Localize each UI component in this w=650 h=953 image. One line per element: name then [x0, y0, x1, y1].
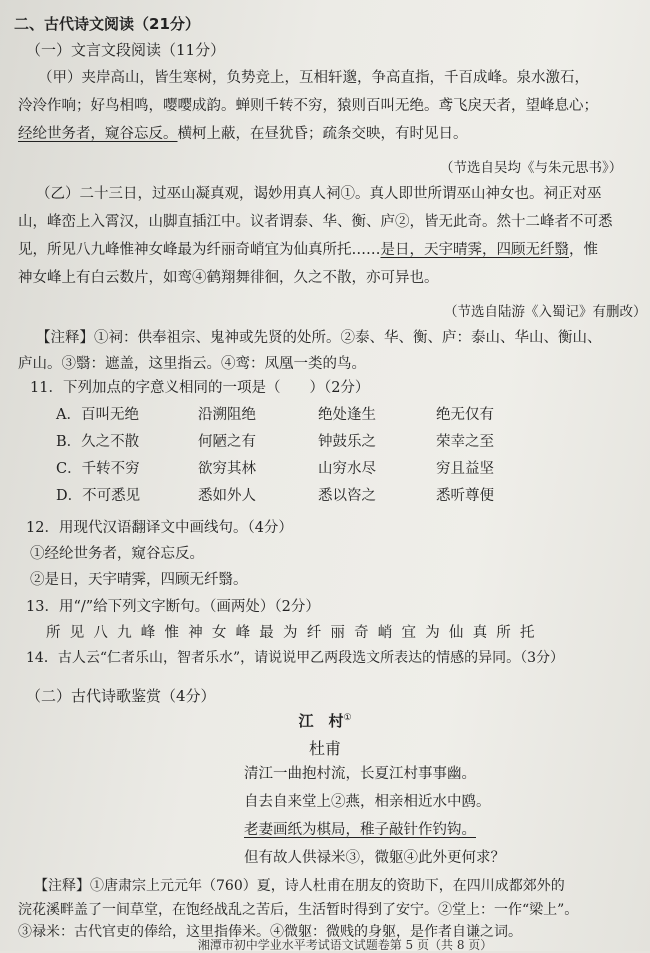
notes1-line-2: 庐山。③翳：遮盖，这里指云。④鸾：凤凰一类的鸟。: [18, 356, 366, 372]
underlined-sentence-2: 是日，天宇晴霁，四顾无纤翳: [380, 242, 569, 258]
yi-line-2: 山，峰峦上入霄汉，山脚直插江中。议者谓泰、华、衡、庐②，皆无此奇。然十二峰者不可悉: [18, 214, 613, 230]
q11-d-4: 悉听尊便: [436, 488, 494, 504]
q11-option-d: D．不可悉见: [56, 488, 141, 504]
q11-option-c: C．千转不穷: [56, 461, 140, 477]
part2-title: （二）古代诗歌鉴赏（4分）: [26, 687, 216, 705]
poem-line-2: 自去自来堂上②燕，相亲相近水中鸥。: [244, 794, 491, 810]
yi-line-3-start: 见，所见八九峰惟神女峰最为纤丽奇峭宜为仙真所托……: [18, 242, 381, 258]
yi-line-3-end: ，惟: [569, 242, 598, 258]
q14-stem: 14．古人云“仁者乐山，智者乐水”，请说说甲乙两段选文所表达的情感的异同。（3分）: [26, 650, 565, 666]
notes2-line-1: 【注释】①唐肃宗上元元年（760）夏，诗人杜甫在朋友的资助下，在四川成都郊外的: [34, 878, 565, 894]
section-title: 二、古代诗文阅读（21分）: [14, 15, 200, 33]
q13-text: 所见八九峰惟神女峰最为纤丽奇峭宜为仙真所托: [46, 625, 544, 641]
q11-stem: 11．下列加点的字意义相同的一项是（ ）（2分）: [30, 380, 370, 396]
q11-a-4: 绝无仅有: [436, 407, 494, 423]
jia-line-3: [18, 124, 468, 144]
yi-line-1: （乙）二十三日，过巫山凝真观，谒妙用真人祠①。真人即世所谓巫山神女也。祠正对巫: [36, 186, 602, 202]
q11-option-a: A．百叫无绝: [56, 407, 139, 423]
q11-b-3: 钟鼓乐之: [318, 434, 376, 450]
q11-b-2: 何陋之有: [198, 434, 256, 450]
q11-a-3: 绝处逢生: [318, 407, 376, 423]
yi-line-4: 神女峰上有白云数片，如鸾④鹤翔舞徘徊，久之不散，亦可异也。: [18, 270, 439, 286]
q11-c-3: 山穷水尽: [318, 461, 376, 477]
notes1-line-1: 【注释】①祠：供奉祖宗、鬼神或先贤的处所。②泰、华、衡、庐：泰山、华山、衡山、: [36, 330, 602, 346]
part1-title: （一）文言文段阅读（11分）: [26, 41, 226, 59]
q11-d-3: 悉以咨之: [318, 488, 376, 504]
jia-line-2: 泠泠作响；好鸟相鸣，嘤嘤成韵。蝉则千转不穷，猿则百叫无绝。鸢飞戾天者，望峰息心；: [18, 98, 598, 114]
q12-stem: 12．用现代汉语翻译文中画线句。（4分）: [26, 520, 293, 536]
q11-d-2: 悉如外人: [198, 488, 256, 504]
underlined-sentence-1: 经纶世务者，窥谷忘反。: [18, 126, 178, 142]
poem-line-1: 清江一曲抱村流，长夏江村事事幽。: [244, 766, 476, 782]
q11-b-4: 荣幸之至: [436, 434, 494, 450]
jia-line-1: （甲）夹岸高山，皆生寒树，负势竞上，互相轩邈，争高直指，千百成峰。泉水激石，: [38, 70, 589, 86]
q11-c-2: 欲穷其林: [198, 461, 256, 477]
poem-line-4: 但有故人供禄米③，微躯④此外更何求？: [244, 850, 505, 866]
q11-a-2: 沿溯阻绝: [198, 407, 256, 423]
jia-line-3-rest: 横柯上蔽，在昼犹昏；疏条交映，有时见日。: [177, 126, 468, 142]
yi-line-3: [18, 240, 598, 260]
poem-title: 江 村①: [298, 712, 352, 730]
underlined-poem-line: 老妻画纸为棋局，稚子敲针作钓钩。: [244, 822, 476, 838]
q13-stem: 13．用“/”给下列文字断句。（画两处）（2分）: [26, 599, 320, 615]
q11-c-4: 穷且益坚: [436, 461, 494, 477]
poem-author: 杜甫: [308, 739, 341, 758]
yi-source: （节选自陆游《入蜀记》有删改）: [444, 304, 647, 320]
poem-line-3: [244, 820, 476, 840]
notes2-line-2: 浣花溪畔盖了一间草堂，在饱经战乱之苦后，生活暂时得到了安宁。②堂上：一作“梁上”。: [18, 902, 579, 918]
jia-source: （节选自吴均《与朱元思书》）: [440, 160, 623, 176]
notes2-line-3: ③禄米：古代官吏的俸给，这里指俸米。④微躯：微贱的身躯，是作者自谦之词。: [18, 924, 522, 940]
q12-item-2: ②是日，天宇晴霁，四顾无纤翳。: [30, 572, 248, 588]
q11-option-b: B．久之不散: [56, 434, 140, 450]
q12-item-1: ①经纶世务者，窥谷忘反。: [30, 546, 204, 562]
page-footer: 湘潭市初中学业水平考试语文试题卷第 5 页（共 8 页）: [197, 938, 493, 952]
